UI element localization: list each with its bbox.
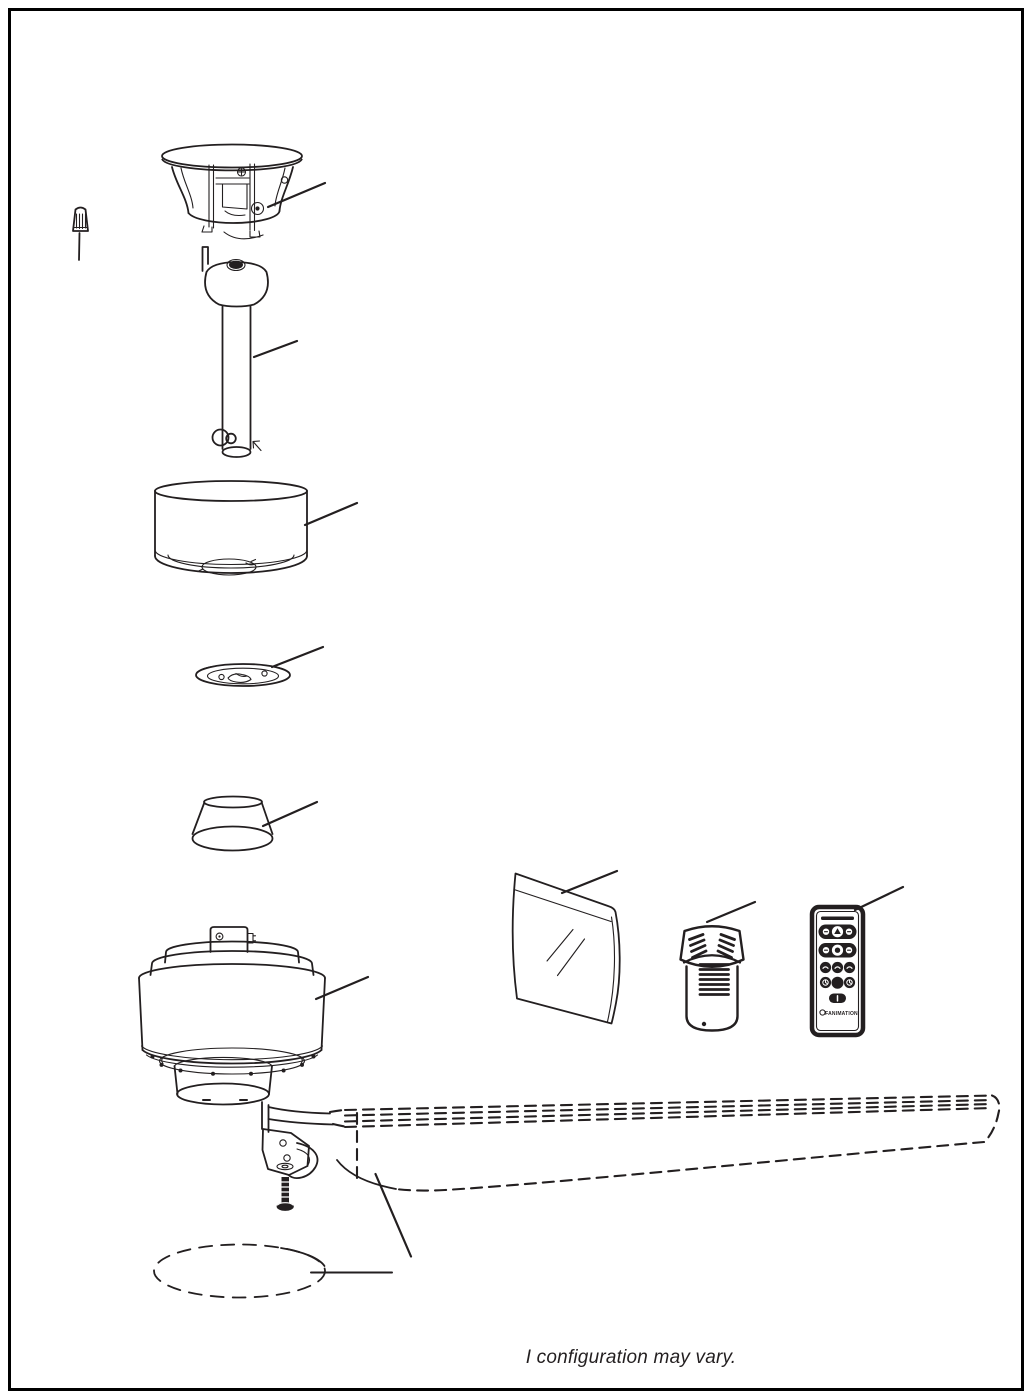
canopy-leader-line: [305, 503, 357, 525]
hardware-bag-leader-line: [562, 871, 617, 893]
downrod-part: [203, 247, 298, 457]
light-lens-part: [154, 1245, 392, 1298]
circle-icon: [835, 948, 840, 953]
receiver-part: [681, 902, 756, 1031]
remote-brand: [820, 1010, 858, 1017]
remote-power-button[interactable]: [829, 994, 846, 1004]
fan-blade-part: [330, 1096, 999, 1257]
remote-brand-text: FANIMATION: [825, 1010, 858, 1017]
caption: I configuration may vary.: [525, 1347, 737, 1368]
receiver-leader-line: [707, 902, 755, 922]
ceiling-bracket-part: [162, 145, 325, 239]
remote-timer-buttons[interactable]: [820, 977, 855, 989]
downrod-leader-line: [254, 341, 297, 357]
remote-leader-line: [855, 887, 903, 910]
motor-housing-part: [139, 927, 368, 1105]
cone-leader-line: [263, 802, 317, 826]
cone-part: [193, 797, 318, 851]
remote-ir-window: [821, 917, 854, 921]
fan-blade-leader-line: [376, 1174, 412, 1257]
coupling-cover-part: [196, 647, 323, 686]
remote-speed-buttons[interactable]: [820, 962, 855, 973]
coupling-cover-leader-line: [272, 647, 323, 667]
remote-fan-button-cluster[interactable]: [819, 925, 857, 940]
hardware-bag-part: [513, 871, 620, 1024]
remote-control-part: [812, 887, 903, 1035]
blade-holder-part: [262, 1102, 333, 1211]
wire-nut-part: [73, 208, 88, 261]
canopy-part: [155, 481, 357, 575]
wire-nut-leader-line: [79, 233, 80, 260]
remote-light-button-cluster[interactable]: [819, 943, 857, 958]
